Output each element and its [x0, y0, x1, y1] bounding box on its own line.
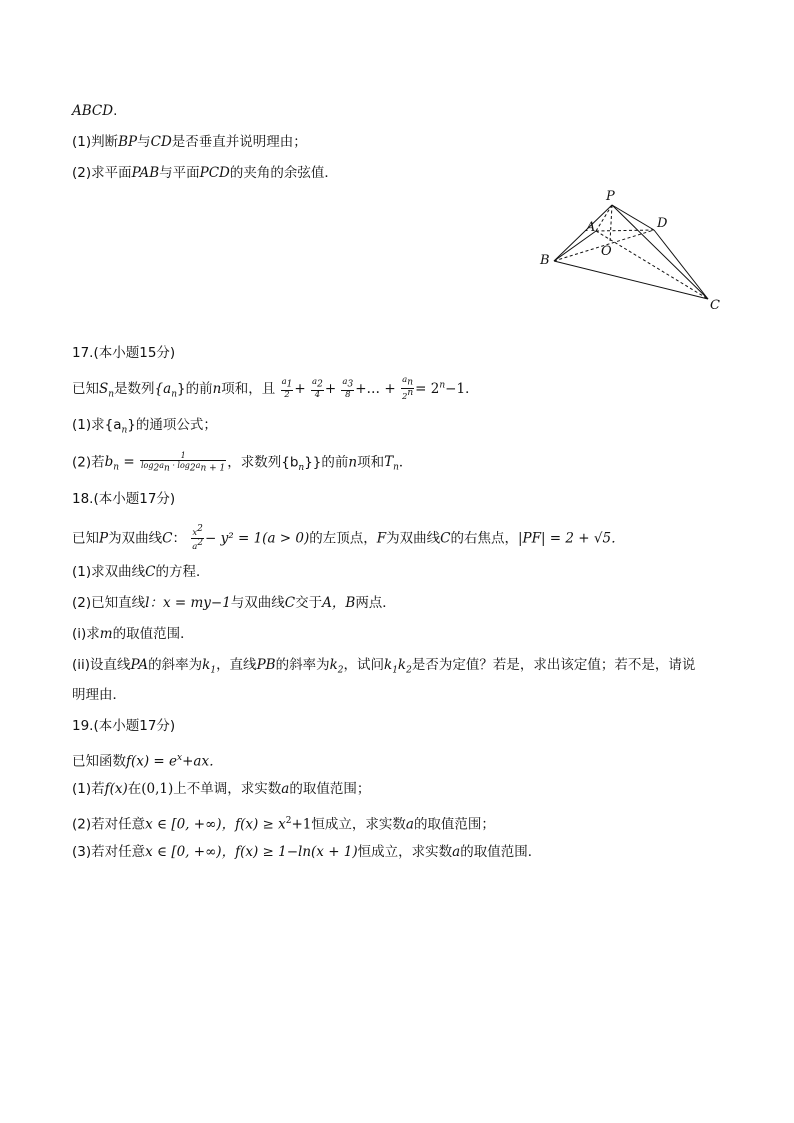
q17-stem: 已知$S_n$是数列$\{a_n\}$的前n项和，且 $\frac{a_1}{2}$ + $\frac{a_2}{4}$ + $\frac{a_3}{8}$ +… + $\frac{a_n}{2^n}$ = $2^n-1$． [72, 375, 479, 402]
q19-part3: (3)若对任意x ∈ [0, +∞)，f(x) ≥ 1−ln(x + 1)恒成立，求实数a的取值范围． [72, 844, 542, 860]
label-A: A [586, 220, 596, 235]
q18-sub-i: (i)求m的取值范围． [72, 626, 194, 642]
q19-header: 19.(本小题17分) [72, 718, 176, 734]
q19-stem: 已知函数$f(x) = e^x+ax$． [72, 753, 223, 770]
pyramid-figure [530, 185, 730, 315]
edge-DC [654, 230, 708, 299]
q16-part1: (1)判断BP与CD是否垂直并说明理由； [72, 134, 307, 150]
q16-abcd-line: ABCD. [72, 103, 118, 119]
q16-part2: (2)求平面PAB与平面PCD的夹角的余弦值． [72, 165, 338, 181]
q17-part2: (2)若$b_n$ = $\frac{1}{\log_2a_n \cdot \log_2a_{n + 1}}$ ，求数列$\{b_n\}$}的前n项和$T_n$． [72, 451, 413, 474]
edge-BA [554, 231, 596, 261]
q19-part2: (2)若对任意x ∈ [0, +∞)，$f(x) \ge x^2+1$恒成立，求实数a的取值范围； [72, 816, 495, 833]
label-D: D [657, 216, 668, 231]
label-O: O [601, 244, 612, 259]
q17-header: 17.(本小题15分) [72, 345, 176, 361]
edge-AD [596, 230, 654, 231]
q18-stem: 已知P为双曲线C： $\frac{x^2}{a^2}$ − y² = 1(a > 0)的左顶点，F为双曲线C的右焦点，|PF| = 2 + √5． [72, 524, 625, 552]
edge-PO [610, 205, 612, 242]
q18-part2: (2)已知直线l：x = my−1与双曲线C交于A，B两点． [72, 595, 396, 611]
q18-sub-ii-cont: 明理由． [72, 687, 126, 703]
q18-part1: (1)求双曲线C的方程． [72, 564, 210, 580]
q18-header: 18.(本小题17分) [72, 491, 176, 507]
label-B: B [540, 253, 550, 268]
q19-part1: (1)若f(x)在(0,1)上不单调，求实数a的取值范围； [72, 781, 371, 797]
plane-abcd: ABCD [72, 103, 114, 119]
edge-AC [596, 231, 708, 299]
q18-sub-ii: (ii)设直线PA的斜率为$k_1$，直线PB的斜率为$k_2$，试问$k_1k_2$是否为定值？若是，求出该定值；若不是，请说 [72, 657, 696, 676]
label-P: P [606, 189, 615, 204]
label-C: C [710, 298, 720, 313]
q17-part1: (1)求$\{a_n\}$的通项公式； [72, 417, 217, 436]
edge-BC [554, 261, 708, 299]
